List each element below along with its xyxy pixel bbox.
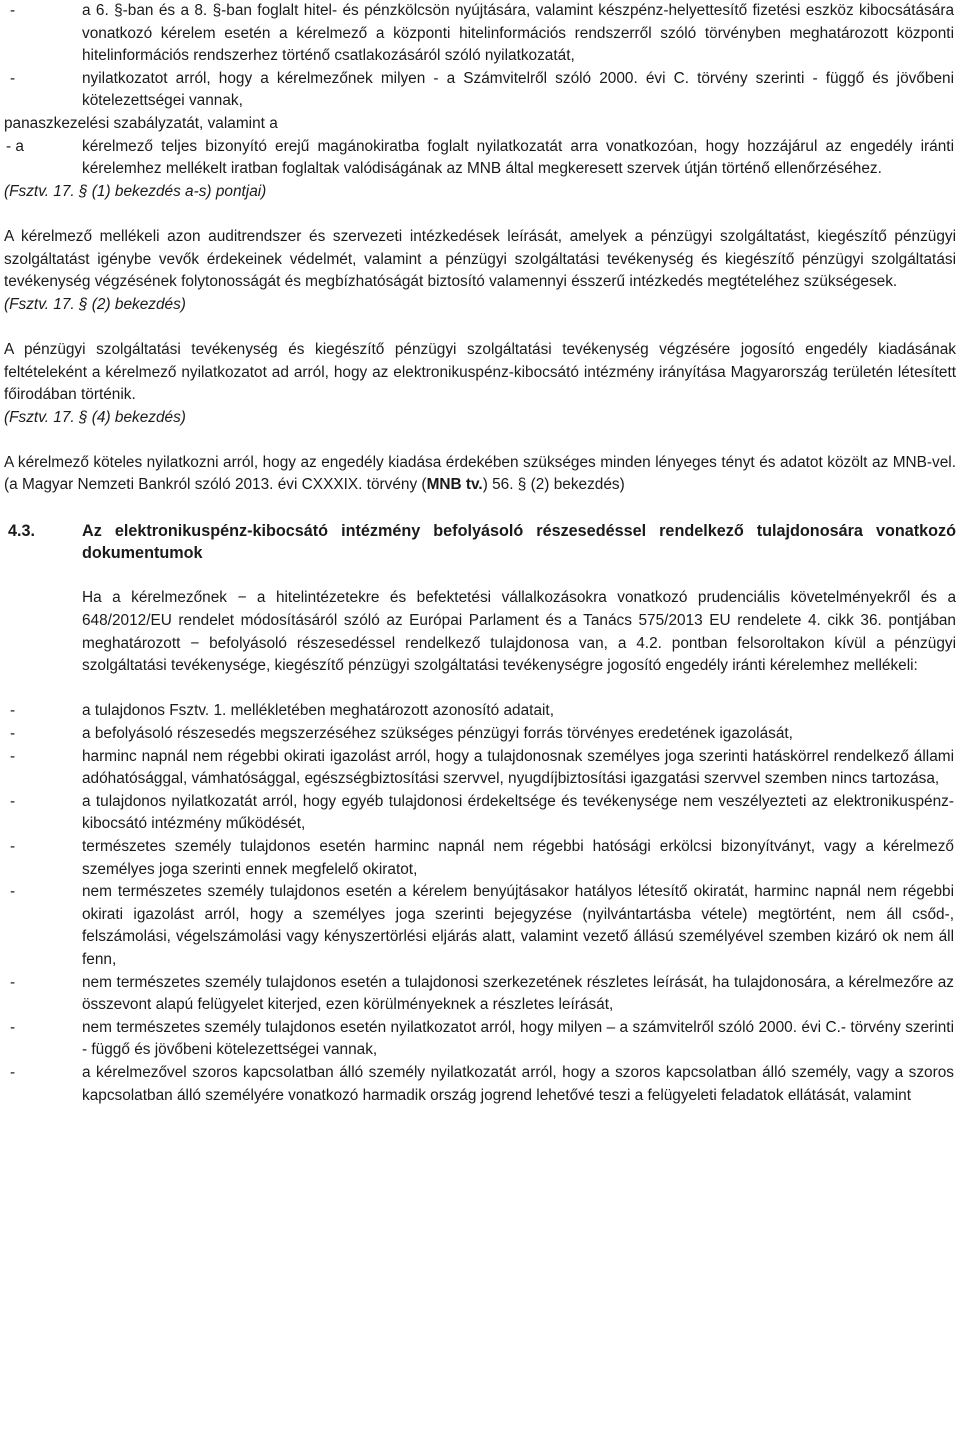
list-item <box>4 836 956 881</box>
list-item-text: nem természetes személy tulajdonos esetén a tulajdonosi szerkezetének részletes leírását, ha tulajdonosára, a kérelmezőre az összevont alapú felügyelet kiterjed, ezen körülményeknek a részletes leírását, <box>82 973 954 1014</box>
bullet-dash: - <box>10 2 16 19</box>
legal-reference: (Fsztv. 17. § (1) bekezdés a-s) pontjai) <box>4 182 267 200</box>
bullet-dash: - <box>10 1063 16 1081</box>
bullet-dash: - <box>10 725 16 742</box>
bullet-dash: - <box>10 702 16 720</box>
list-item <box>4 1062 956 1107</box>
list-item <box>4 972 956 1017</box>
list-item <box>4 746 956 791</box>
list-item-text: nem természetes személy tulajdonos esetén nyilatkozatot arról, hogy milyen – a számvitelről szóló 2000. évi C.- törvény szerinti - függő és jövőbeni kötelezettségei vannak, <box>82 1018 954 1059</box>
bullet-dash: - <box>10 1018 16 1036</box>
paragraph-text: ) 56. § (2) bekezdés) <box>482 476 625 494</box>
legal-reference: (Fsztv. 17. § (2) bekezdés) <box>4 295 186 313</box>
bullet-dash: - <box>10 69 16 87</box>
list-item <box>4 0 956 68</box>
list-item <box>4 136 956 181</box>
list-item-text: a kérelmezővel szoros kapcsolatban álló személy nyilatkozatát arról, hogy a szoros kapcsolatban álló személy, vagy a szoros kapcsolatban álló személyére vonatkozó harmadik ország jogrend lehetővé teszi a felügyeleti feladatok ellátását, valamint <box>82 1063 954 1104</box>
list-item-text: kérelmező teljes bizonyító erejű magánokiratba foglalt nyilatkozatát arra vonatkozóan, hogy hozzájárul az engedély iránti kérelemhez mellékelt iratban foglaltak valódiságának az MNB által megkeresett szervek útján történő ellenőrzéséhez. <box>82 137 954 178</box>
paragraph <box>4 452 956 497</box>
list-item <box>4 68 956 113</box>
list-item <box>4 723 956 746</box>
plain-line: panaszkezelési szabályzatát, valamint a <box>4 114 278 132</box>
intro-paragraph: Ha a kérelmezőnek − a hitelintézetekre és befektetési vállalkozásokra vonatkozó prudenciális követelményekről és a 648/2012/EU rendelet módosításáról szóló az Európai Parlament és a Tanács 575/2013 EU rendelete 4. cikk 36. pontjában meghatározott − befolyásoló részesedéssel rendelkező tulajdonosa van, a 4.2. pontban felsoroltakon kívül a pénzügyi szolgáltatási tevékenysége, kiegészítő pénzügyi szolgáltatási tevékenységre jogosító engedély iránti kérelemhez mellékeli: <box>82 589 956 675</box>
list-item-text: a tulajdonos Fsztv. 1. mellékletében meghatározott azonosító adatait, <box>82 702 554 720</box>
bullet-dash: - <box>10 792 16 810</box>
section-title: Az elektronikuspénz-kibocsátó intézmény befolyásoló részesedéssel rendelkező tulajdonosára vonatkozó dokumentumok <box>82 521 956 563</box>
list-item-text: harminc napnál nem régebbi okirati igazolást arról, hogy a tulajdonosnak személyes joga szerinti hatáskörrel rendelkező állami adóhatósággal, vámhatósággal, egészségbiztosítási szervvel, nyugdíjbiztosítási igazgatási szervvel szemben nincs tartozása, <box>82 747 954 788</box>
bullet-dash: - <box>10 883 16 901</box>
list-item-text: természetes személy tulajdonos esetén harminc napnál nem régebbi hatósági erkölcsi bizonyítványt, vagy a kérelmező személyes joga szerinti ennek megfelelő okiratot, <box>82 837 954 878</box>
section-number: 4.3. <box>8 521 36 540</box>
paragraph-text-bold: MNB tv. <box>426 476 483 494</box>
bullet-dash: - <box>10 973 16 991</box>
paragraph: A pénzügyi szolgáltatási tevékenység és kiegészítő pénzügyi szolgáltatási tevékenység végzésére jogosító engedély kiadásának feltételeként a kérelmező nyilatkozatot ad arról, hogy az elektronikuspénz-kibocsátó intézmény irányítása Magyarország területén létesített főirodában történik. <box>4 340 956 404</box>
bullet-dash: - a <box>6 137 24 155</box>
list-item-text: a befolyásoló részesedés megszerzéséhez szükséges pénzügyi forrás törvényes eredetének igazolását, <box>82 725 793 742</box>
list-item-text: nyilatkozatot arról, hogy a kérelmezőnek milyen - a Számvitelről szóló 2000. évi C. törvény szerinti - függő és jövőbeni kötelezettségei vannak, <box>82 69 954 110</box>
text-body <box>4 0 956 1107</box>
paragraph-text: A kérelmező köteles nyilatkozni arról, hogy az engedély kiadása érdekében szükséges minden lényeges tényt és adatot közölt az MNB-vel. (a Magyar Nemzeti Bankról szóló 2013. évi CXXXIX. törvény ( <box>4 453 956 494</box>
section-heading <box>4 520 956 565</box>
requirements-list <box>4 700 956 1107</box>
list-item-text: a tulajdonos nyilatkozatát arról, hogy egyéb tulajdonosi érdekeltsége és tevékenysége nem veszélyezteti az elektronikuspénz-kibocsátó intézmény működését, <box>82 792 954 833</box>
list-item <box>4 791 956 836</box>
list-item <box>4 881 956 971</box>
list-item <box>4 700 956 723</box>
legal-reference: (Fsztv. 17. § (4) bekezdés) <box>4 408 186 426</box>
list-item <box>4 1017 956 1062</box>
list-item-text: nem természetes személy tulajdonos esetén a kérelem benyújtásakor hatályos létesítő okiratát, harminc napnál nem régebbi okirati igazolást arról, hogy a személyes joga szerinti bejegyzése (nyilvántartásba vétele) megtörtént, nem áll csőd-, felszámolási, végelszámolási vagy kényszertörlési eljárás alatt, valamint vezető állású személyével szemben kizáró ok nem áll fenn, <box>82 883 954 968</box>
paragraph: A kérelmező mellékeli azon auditrendszer és szervezeti intézkedések leírását, amelyek a pénzügyi szolgáltatást, kiegészítő pénzügyi szolgáltatást igénybe vevők érdekeinek védelmét, valamint a pénzügyi szolgáltatási tevékenység és kiegészítő pénzügyi szolgáltatási tevékenység végzésének folytonosságát és megbízhatóságát biztosító valamennyi ésszerű intézkedés megtételéhez szükségesek. <box>4 227 956 291</box>
list-item-text: a 6. §-ban és a 8. §-ban foglalt hitel- és pénzkölcsön nyújtására, valamint készpénz-helyettesítő fizetési eszköz kibocsátására vonatkozó kérelem esetén a kérelmező a központi hitelinformációs rendszerről szóló törvényben meghatározott központi hitelinformációs rendszerhez történő csatlakozásáról szóló nyilatkozatát, <box>82 2 954 65</box>
bullet-dash: - <box>10 837 16 855</box>
bullet-dash: - <box>10 747 16 765</box>
